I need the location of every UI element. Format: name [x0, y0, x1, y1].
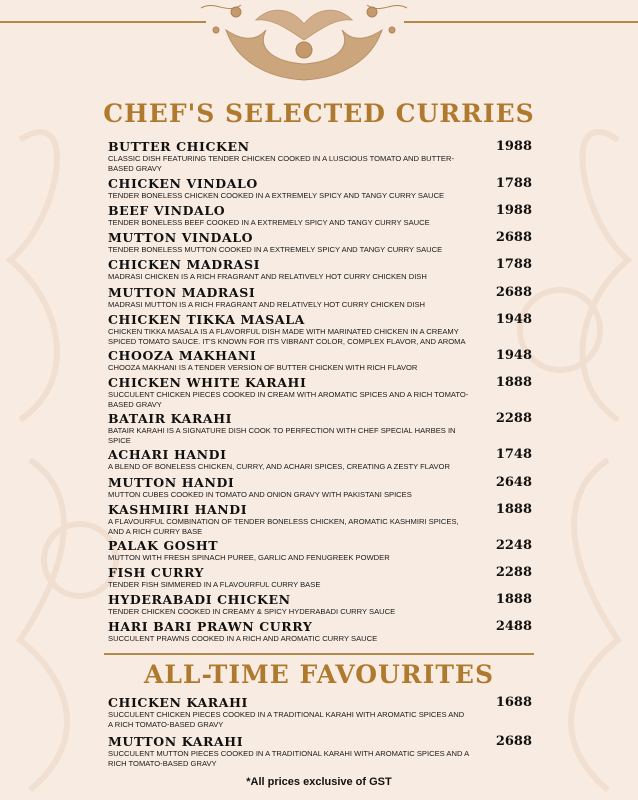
section-title-curries: CHEF'S SELECTED CURRIES [103, 99, 535, 128]
menu-item [108, 258, 532, 282]
top-rule-left [0, 21, 206, 23]
menu-item-price: 1888 [495, 502, 532, 517]
menu-item-name: CHICKEN TIKKA MASALA [108, 312, 305, 327]
menu-item [108, 349, 532, 373]
menu-item [108, 204, 532, 228]
menu-item-description: TENDER CHICKEN COOKED IN CREAMY & SPICY HYDERABADI CURRY SAUCE [108, 607, 396, 616]
menu-item [108, 696, 532, 729]
menu-item-price: 2648 [495, 475, 532, 490]
menu-item-price: 1948 [495, 348, 532, 363]
menu-item-name: MUTTON VINDALO [108, 230, 254, 245]
menu-item [108, 566, 532, 590]
menu-item [108, 735, 532, 768]
menu-item [108, 503, 532, 536]
menu-item-price: 2688 [495, 285, 532, 300]
menu-item-name: FISH CURRY [108, 565, 205, 580]
menu-item [108, 476, 532, 500]
menu-item-price: 1888 [495, 592, 532, 607]
menu-item-description: SUCCULENT PRAWNS COOKED IN A RICH AND AROMATIC CURRY SAUCE [108, 634, 378, 643]
menu-item-description: CHICKEN TIKKA MASALA IS A FLAVORFUL DISH MADE WITH MARINATED CHICKEN IN A CREAMY SPICED TOMATO SAUCE. IT'S KNOWN FOR ITS VIBRANT COLOR, COMPLEX FLAVOR, AND AROMA [108, 327, 466, 346]
menu-item [108, 140, 532, 173]
menu-item-name: KASHMIRI HANDI [108, 502, 248, 517]
menu-item-description: MADRASI MUTTON IS A RICH FRAGRANT AND RELATIVELY HOT CURRY CHICKEN DISH [108, 300, 426, 309]
menu-item-name: CHICKEN MADRASI [108, 257, 261, 272]
menu-item-name: CHICKEN VINDALO [108, 176, 258, 191]
menu-item-name: CHICKEN KARAHI [108, 695, 248, 710]
menu-item-price: 2288 [495, 411, 532, 426]
menu-item-description: SUCCULENT CHICKEN PIECES COOKED IN A TRADITIONAL KARAHI WITH AROMATIC SPICES AND A RICH TOMATO-BASED GRAVY [108, 710, 465, 729]
menu-item-name: BATAIR KARAHI [108, 411, 233, 426]
menu-item-name: HYDERABADI CHICKEN [108, 592, 291, 607]
menu-item-description: TENDER BONELESS MUTTON COOKED IN A EXTREMELY SPICY AND TANGY CURRY SAUCE [108, 245, 443, 254]
menu-item [108, 231, 532, 255]
menu-item-price: 2688 [495, 230, 532, 245]
menu-item-name: CHICKEN WHITE KARAHI [108, 375, 307, 390]
menu-item-name: PALAK GOSHT [108, 538, 219, 553]
menu-item-price: 2688 [495, 734, 532, 749]
menu-item-description: SUCCULENT MUTTON PIECES COOKED IN A TRADITIONAL KARAHI WITH AROMATIC SPICES AND A RICH TOMATO-BASED GRAVY [108, 749, 469, 768]
menu-item-description: MADRASI CHICKEN IS A RICH FRAGRANT AND RELATIVELY HOT CURRY CHICKEN DISH [108, 272, 427, 281]
menu-item-description: CHOOZA MAKHANI IS A TENDER VERSION OF BUTTER CHICKEN WITH RICH FLAVOR [108, 363, 418, 372]
menu-item-description: A FLAVOURFUL COMBINATION OF TENDER BONELESS CHICKEN, AROMATIC KASHMIRI SPICES, AND A RICH CURRY BASE [108, 517, 459, 536]
menu-item-name: CHOOZA MAKHANI [108, 348, 257, 363]
menu-item-name: MUTTON HANDI [108, 475, 235, 490]
menu-item [108, 593, 532, 617]
menu-item-description: BATAIR KARAHI IS A SIGNATURE DISH COOK TO PERFECTION WITH CHEF SPECIAL HARBES IN SPICE [108, 426, 456, 445]
menu-item-price: 1688 [495, 695, 532, 710]
menu-item [108, 313, 532, 346]
section-title-favourites: ALL-TIME FAVOURITES [143, 660, 495, 689]
menu-item [108, 412, 532, 445]
menu-item [108, 376, 532, 409]
menu-item-price: 1788 [495, 257, 532, 272]
section-divider [104, 653, 534, 655]
menu-item-description: MUTTON CUBES COOKED IN TOMATO AND ONION GRAVY WITH PAKISTANI SPICES [108, 490, 412, 499]
menu-item-description: CLASSIC DISH FEATURING TENDER CHICKEN COOKED IN A LUSCIOUS TOMATO AND BUTTER-BASED GRAVY [108, 154, 454, 173]
menu-item-price: 2488 [495, 619, 532, 634]
menu-item-description: MUTTON WITH FRESH SPINACH PUREE, GARLIC AND FENUGREEK POWDER [108, 553, 390, 562]
menu-item-name: BUTTER CHICKEN [108, 139, 250, 154]
menu-item [108, 448, 532, 472]
menu-item-name: MUTTON KARAHI [108, 734, 244, 749]
menu-item-price: 1988 [495, 139, 532, 154]
menu-item-description: TENDER BONELESS CHICKEN COOKED IN A EXTREMELY SPICY AND TANGY CURRY SAUCE [108, 191, 445, 200]
price-footnote: *All prices exclusive of GST [246, 776, 392, 788]
menu-item-price: 1788 [495, 176, 532, 191]
menu-item-description: SUCCULENT CHICKEN PIECES COOKED IN CREAM WITH AROMATIC SPICES AND A RICH TOMATO-BASED GRAVY [108, 390, 469, 409]
menu-item-description: TENDER BONELESS BEEF COOKED IN A EXTREMELY SPICY AND TANGY CURRY SAUCE [108, 218, 430, 227]
menu-item-price: 2288 [495, 565, 532, 580]
menu-item-price: 1948 [495, 312, 532, 327]
menu-item-name: ACHARI HANDI [108, 447, 227, 462]
floral-ornament-icon [196, 0, 412, 84]
menu-item-name: BEEF VINDALO [108, 203, 226, 218]
menu-item-name: HARI BARI PRAWN CURRY [108, 619, 313, 634]
menu-item-name: MUTTON MADRASI [108, 285, 256, 300]
menu-item-price: 1888 [495, 375, 532, 390]
menu-item-description: TENDER FISH SIMMERED IN A FLAVOURFUL CURRY BASE [108, 580, 321, 589]
menu-item-price: 1748 [495, 447, 532, 462]
menu-item-price: 2248 [495, 538, 532, 553]
menu-item [108, 286, 532, 310]
menu-item [108, 620, 532, 644]
menu-item [108, 177, 532, 201]
top-rule-right [404, 21, 638, 23]
menu-item-description: A BLEND OF BONELESS CHICKEN, CURRY, AND ACHARI SPICES, CREATING A ZESTY FLAVOR [108, 462, 450, 471]
menu-item [108, 539, 532, 563]
menu-item-price: 1988 [495, 203, 532, 218]
